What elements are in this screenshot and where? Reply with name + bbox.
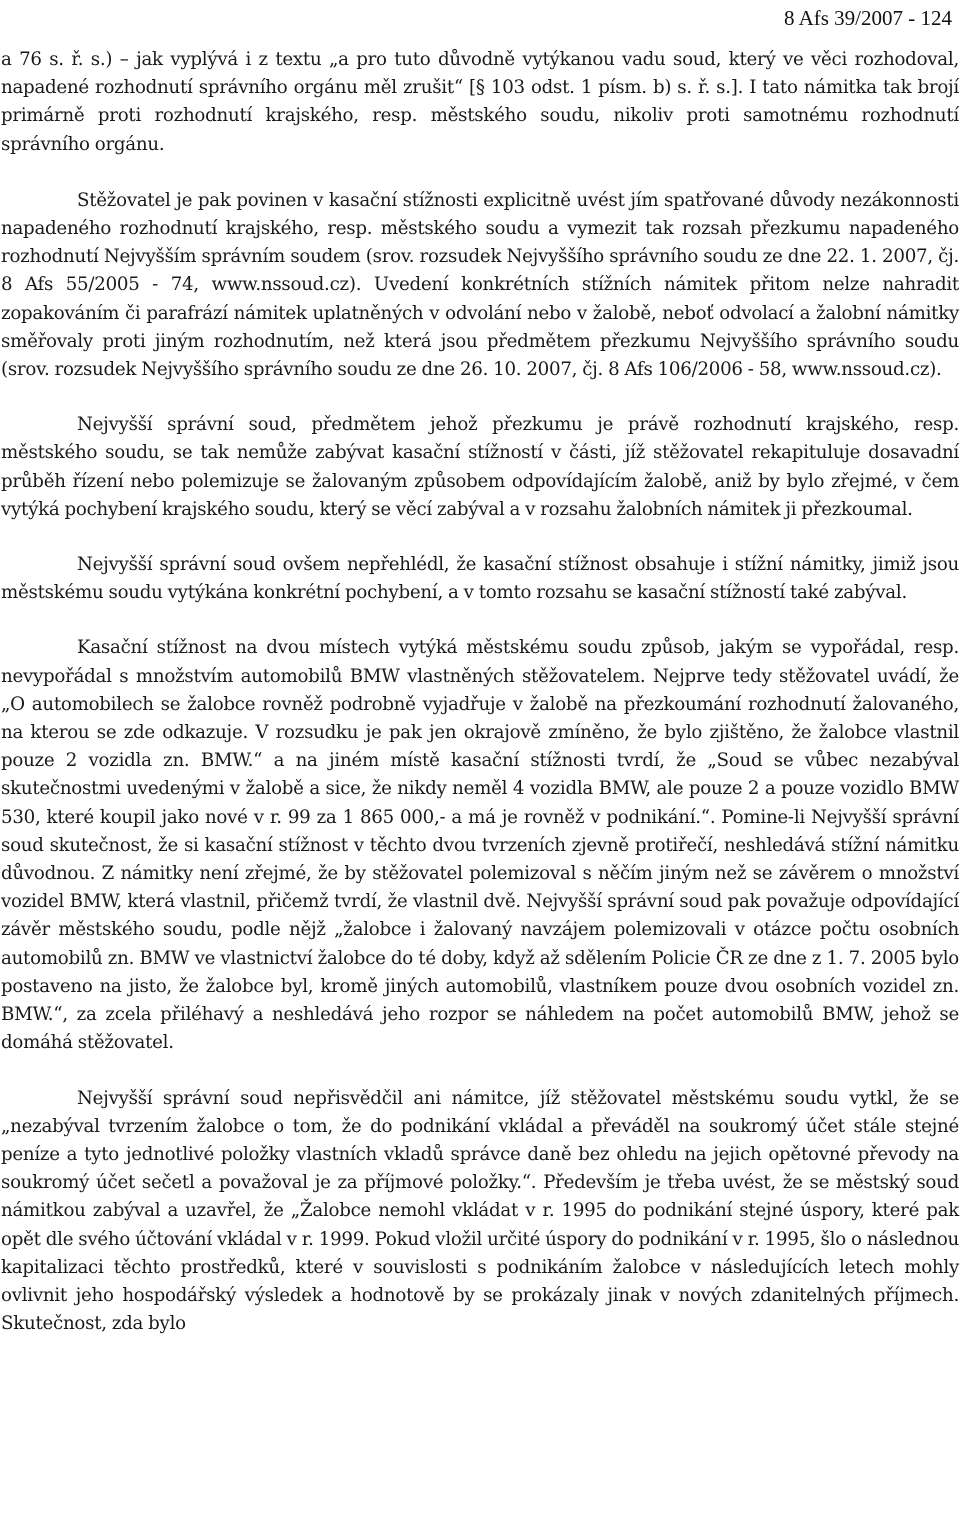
paragraph-5: Kasační stížnost na dvou místech vytýká městskému soudu způsob, jakým se vypořádal, resp. nevypořádal s množstvím automobilů BMW vlastněných stěžovatelem. Nejprve tedy stěžovatel uvádí, že „O automobilech se žalobce rovněž podrobně vyjadřuje v žalobě na přezkoumání rozhodnutí žalovaného, na kterou se zde odkazuje. V rozsudku je pak jen okrajově zmíněno, že bylo zjištěno, že žalobce vlastnil pouze 2 vozidla zn. BMW.“ a na jiném místě kasační stížnosti tvrdí, že „Soud se vůbec nezabýval skutečnostmi uvedenými v žalobě a sice, že nikdy neměl 4 vozidla BMW, ale pouze 2 a pouze vozidlo BMW 530, které koupil jako nové v r. 99 za 1 865 000,- a má je rovněž v podnikání.“. Pomine-li Nejvyšší správní soud skutečnost, že si kasační stížnost v těchto dvou tvrzeních zjevně protiřečí, neshledává stížní námitku důvodnou. Z námitky není zřejmé, že by stěžovatel polemizoval s něčím jiným než se závěrem o množství vozidel BMW, která vlastnil, přičemž tvrdí, že vlastnil dvě. Nejvyšší správní soud pak považuje odpovídající závěr městského soudu, podle nějž „žalobce i žalovaný navzájem polemizovali v otázce počtu osobních automobilů zn. BMW ve vlastnictví žalobce do té doby, když až sdělením Policie ČR ze dne z 1. 7. 2005 bylo postaveno na jisto, že žalobce byl, kromě jiných automobilů, vlastníkem pouze dvou osobních vozidel zn. BMW.“, za zcela přiléhavý a neshledává jeho rozpor se náhledem na počet automobilů BMW, jehož se domáhá stěžovatel. (1, 637, 959, 1054)
case-number-header: 8 Afs 39/2007 - 124 (784, 6, 952, 30)
paragraph-6: Nejvyšší správní soud nepřisvědčil ani námitce, jíž stěžovatel městskému soudu vytkl, že se „nezabýval tvrzením žalobce o tom, že do podnikání vkládal a převáděl na soukromý účet stále stejné peníze a tyto jednotlivé položky vlastních vkladů správce daně bez ohledu na jejich opětovné převody na soukromý účet sečetl a považoval je za příjmové položky.“. Především je třeba uvést, že se městský soud námitkou zabýval a uzavřel, že „Žalobce nemohl vkládat v r. 1995 do podnikání stejné úspory, které pak opět dle svého účtování vkládal v r. 1999. Pokud vložil určité úspory do podnikání v r. 1995, šlo o následnou kapitalizaci těchto prostředků, které v souvislosti s podnikáním žalobce v následujících letech mohly ovlivnit jeho hospodářský výsledek a hodnotově by se prokázaly jinak v nových zdanitelných příjmech. Skutečnost, zda bylo (1, 1087, 959, 1335)
document-body (1, 46, 959, 1338)
paragraph-4: Nejvyšší správní soud ovšem nepřehlédl, že kasační stížnost obsahuje i stížní námitky, jimiž jsou městskému soudu vytýkána konkrétní pochybení, a v tomto rozsahu se kasační stížností také zabýval. (1, 554, 959, 604)
paragraph-2: Stěžovatel je pak povinen v kasační stížnosti explicitně uvést jím spatřované důvody nezákonnosti napadeného rozhodnutí krajského, resp. městského soudu a vymezit tak rozsah přezkumu napadeného rozhodnutí Nejvyšším správním soudem (srov. rozsudek Nejvyššího správního soudu ze dne 22. 1. 2007, čj. 8 Afs 55/2005 - 74, www.nssoud.cz). Uvedení konkrétních stížních námitek přitom nelze nahradit zopakováním či parafrází námitek uplatněných v odvolání nebo v žalobě, neboť odvolací a žalobní námitky směřovaly proti jiným rozhodnutím, než která jsou předmětem přezkumu Nejvyššího správního soudu (srov. rozsudek Nejvyššího správního soudu ze dne 26. 10. 2007, čj. 8 Afs 106/2006 - 58, www.nssoud.cz). (1, 189, 959, 381)
paragraph-1: a 76 s. ř. s.) – jak vyplývá i z textu „a pro tuto důvodně vytýkanou vadu soud, který ve věci rozhodoval, napadené rozhodnutí správního orgánu měl zrušit“ [§ 103 odst. 1 písm. b) s. ř. s.]. I tato námitka tak brojí primárně proti rozhodnutí krajského, resp. městského soudu, nikoliv proti samotnému rozhodnutí správního orgánu. (1, 49, 959, 155)
paragraph-3: Nejvyšší správní soud, předmětem jehož přezkumu je právě rozhodnutí krajského, resp. městského soudu, se tak nemůže zabývat kasační stížností v části, jíž stěžovatel rekapituluje dosavadní průběh řízení nebo polemizuje se žalovaným způsobem odpovídajícím žalobě, aniž by bylo zřejmé, v čem vytýká pochybení krajského soudu, který se věcí zabýval a v rozsahu žalobních námitek ji přezkoumal. (1, 414, 959, 520)
